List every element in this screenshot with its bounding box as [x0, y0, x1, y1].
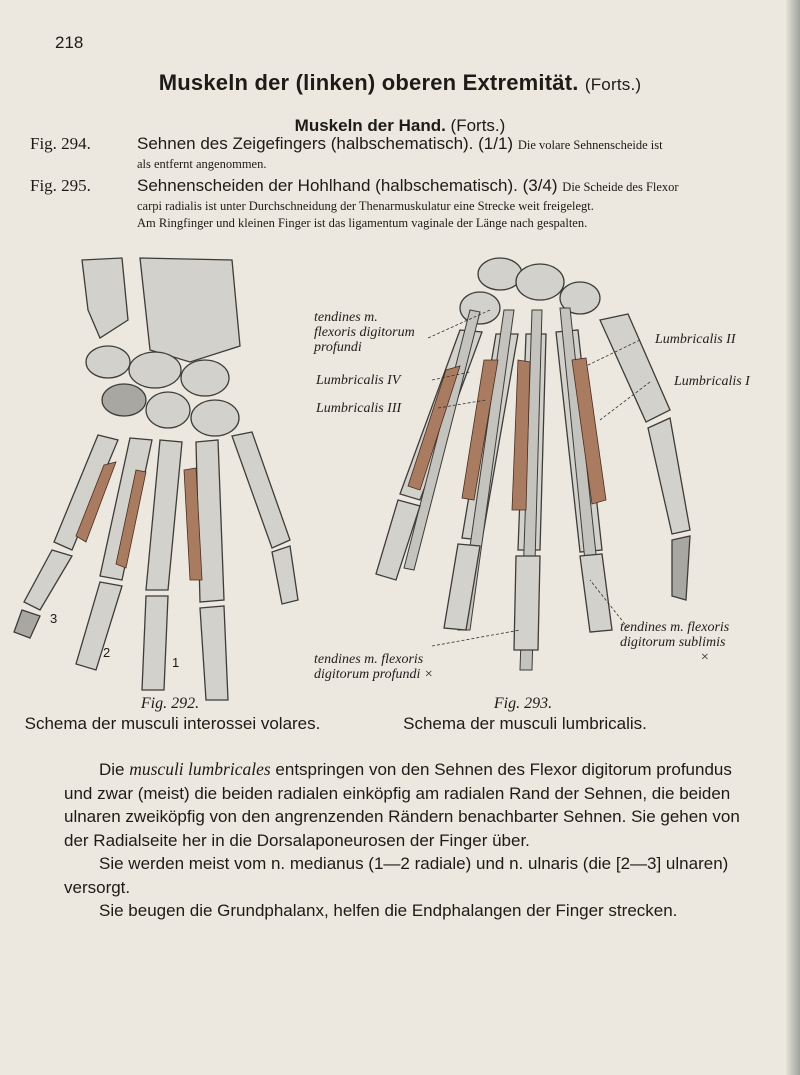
figure-entry-title-text: Sehnenscheiden der Hohlhand (halbschematisch).: [137, 176, 518, 195]
label-lumbricalis-iv: Lumbricalis IV: [316, 373, 401, 388]
body-paragraph-1: [64, 758, 744, 852]
figure-entry-note: carpi radialis ist unter Durchschneidung der Thenarmuskulatur eine Strecke weit freigelegt.: [137, 199, 594, 213]
section-subtitle-text: Muskeln der Hand.: [294, 116, 446, 135]
label-tendines-profundi-top: [314, 310, 415, 355]
page-title-text: Muskeln der (linken) oberen Extremität.: [158, 70, 579, 95]
fig-293-label: Fig. 293.: [493, 695, 553, 712]
body-paragraph-3: Sie beugen die Grundphalanx, helfen die Endphalangen der Finger strecken.: [99, 901, 678, 920]
label-line: profundi: [314, 340, 362, 355]
body-paragraph-2: Sie werden meist vom n. medianus (1—2 radiale) und n. ulnaris (die [2—3] ulnaren) versorgt.: [64, 854, 729, 897]
fig-293-illustration: [376, 258, 690, 670]
body-term-emphasis: musculi lumbricales: [129, 759, 271, 779]
figure-entry-title: [137, 176, 679, 196]
body-paragraph-1-rest: entspringen von den Sehnen des Flexor digitorum profundus und zwar (meist) die beiden radialen einköpfig am radialen Rand der Sehnen, die beiden ulnaren zweiköpfig von den angrenzenden Rändern benachbarter Sehnen. Sie gehen von der Radialseite her in die Dorsalaponeurosen der Finger über.: [64, 760, 740, 850]
fig-293-caption: Schema der musculi lumbricalis.: [403, 714, 647, 733]
label-line: ×: [700, 650, 710, 665]
label-line: flexoris digitorum: [314, 325, 415, 340]
label-line: digitorum profundi ×: [314, 667, 434, 682]
label-tendines-sublimis: [620, 620, 729, 665]
fig-292-label: Fig. 292.: [140, 695, 200, 712]
label-lumbricalis-iii: Lumbricalis III: [316, 401, 402, 416]
section-subtitle-suffix: (Forts.): [450, 116, 506, 135]
label-line: digitorum sublimis: [620, 635, 726, 650]
page-title: [0, 70, 800, 96]
body-paragraph-1-lead: Die: [99, 760, 130, 779]
page-title-suffix: (Forts.): [584, 75, 642, 94]
figure-entry-title: [137, 134, 663, 154]
figure-entry-label: Fig. 294.: [30, 134, 91, 153]
fig-292-number-2: 2: [103, 645, 111, 660]
fig-292-caption: Schema der musculi interossei volares.: [24, 714, 321, 733]
label-lumbricalis-i: Lumbricalis I: [674, 374, 750, 389]
body-text: [64, 758, 744, 923]
label-line: tendines m.: [314, 310, 378, 325]
label-tendines-profundi-bottom: [314, 652, 433, 682]
label-lumbricalis-ii: Lumbricalis II: [655, 332, 736, 347]
anatomical-plates: [0, 250, 800, 710]
figure-entry-scale: (1/1): [478, 134, 514, 153]
figure-entry-label: Fig. 295.: [30, 176, 91, 195]
fig-292-illustration: [14, 258, 298, 700]
label-line: tendines m. flexoris: [314, 652, 424, 667]
section-subtitle: [0, 116, 800, 136]
page-number: 218: [55, 33, 84, 52]
figure-entry-note: Die Scheide des Flexor: [562, 180, 679, 194]
label-line: tendines m. flexoris: [620, 620, 730, 635]
fig-292-number-1: 1: [172, 655, 180, 670]
figure-entry-title-text: Sehnen des Zeigefingers (halbschematisch).: [137, 134, 474, 153]
figure-entry-note: Am Ringfinger und kleinen Finger ist das ligamentum vaginale der Länge nach gespalten.: [137, 216, 588, 230]
figure-entry-note: als entfernt angenommen.: [137, 157, 267, 171]
figure-entry-scale: (3/4): [522, 176, 558, 195]
figure-entry-note: Die volare Sehnenscheide ist: [517, 138, 663, 152]
fig-292-number-3: 3: [50, 611, 58, 626]
